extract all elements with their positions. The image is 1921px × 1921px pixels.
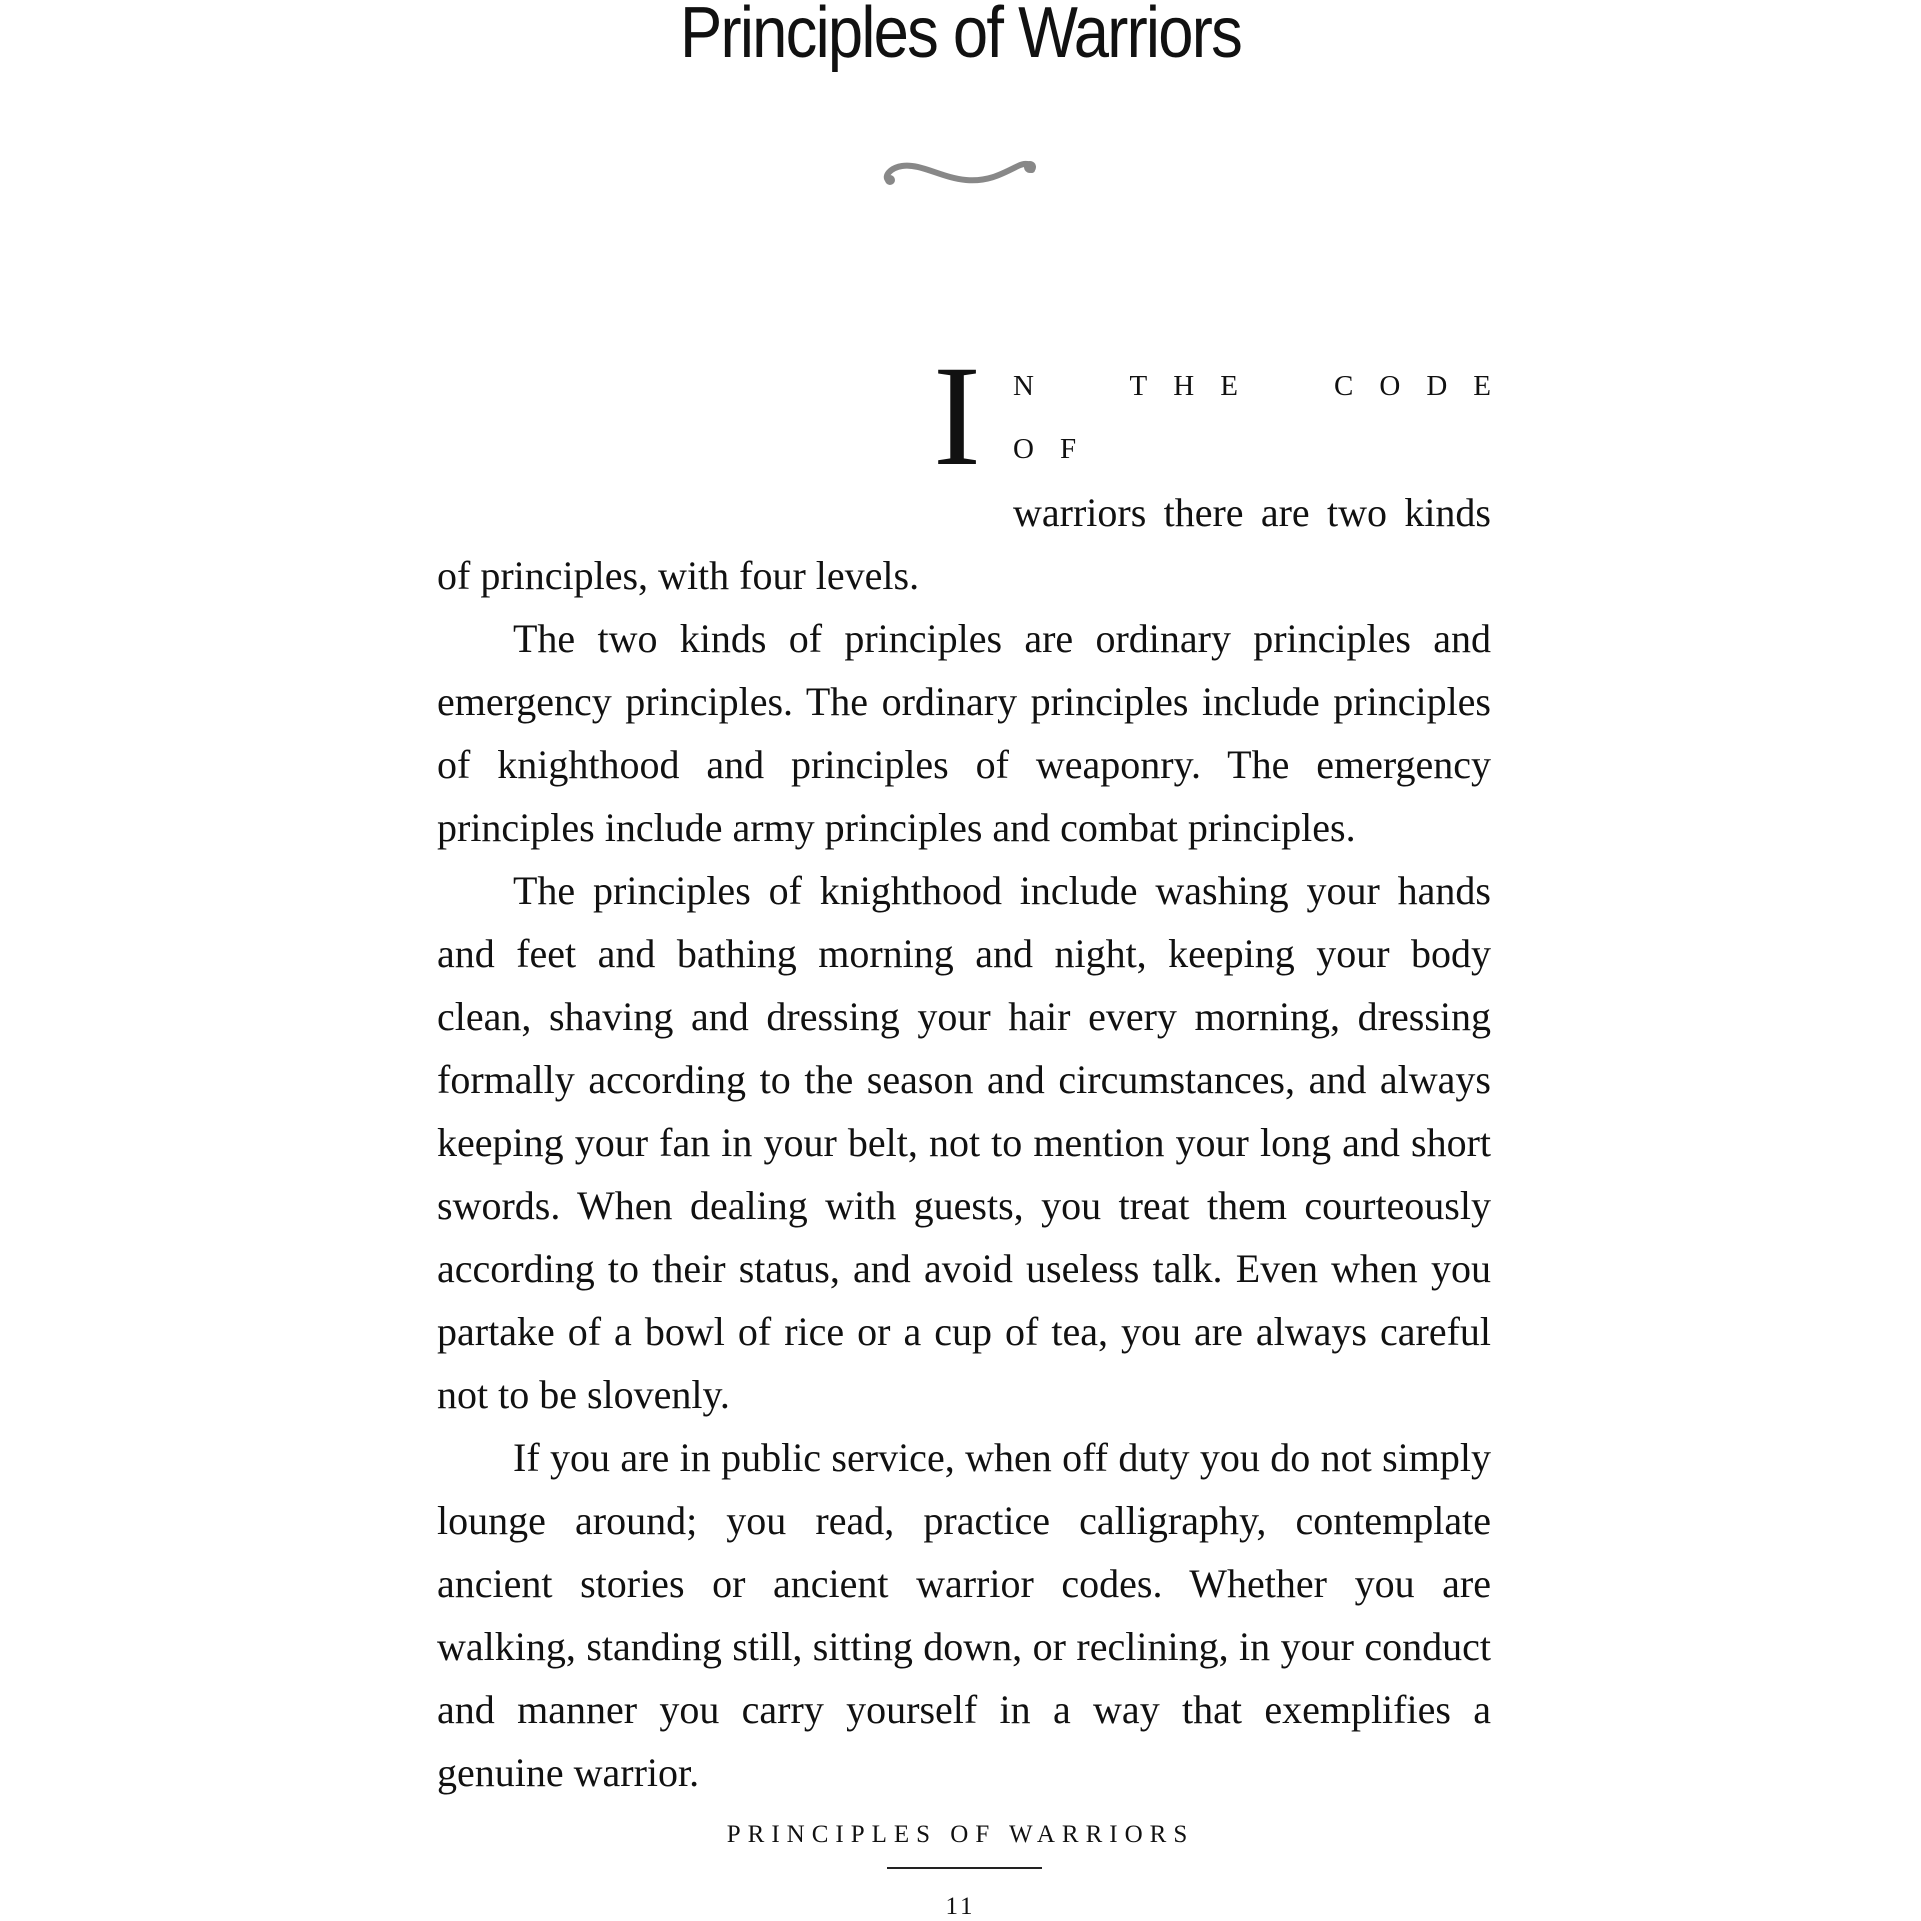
drop-cap: I	[933, 337, 981, 496]
body-text	[437, 337, 1517, 1804]
paragraph: The principles of knighthood include washing your hands and feet and bathing morning and night, keeping your body clean, shaving and dressing your hair every morning, dressing formally according to the season and circumstances, and always keeping your fan in your belt, not to mention your long and short swords. When dealing with guests, you treat them courteously according to their status, and avoid useless talk. Even when you partake of a bowl of rice or a cup of tea, you are always careful not to be slovenly.	[437, 868, 1491, 1417]
opening-paragraph	[437, 337, 1517, 607]
footer-rule	[887, 1867, 1042, 1869]
paragraph: The two kinds of principles are ordinary principles and emergency principles. The ordinary principles include principles of knighthood and principles of weaponry. The emergency principles include army principles and combat principles.	[437, 616, 1491, 850]
opening-rest: of principles, with four levels.	[437, 553, 920, 598]
opening-smallcaps: N THE CODE OF	[1013, 370, 1517, 465]
chapter-title: Principles of Warriors	[680, 0, 1241, 73]
paragraph: If you are in public service, when off duty you do not simply lounge around; you read, practice calligraphy, contemplate ancient stories or ancient warrior codes. Whether you are walking, standing still, sitting down, or reclining, in your conduct and manner you carry yourself in a way that exemplifies a genuine warrior.	[437, 1435, 1491, 1795]
page-number: 11	[945, 1893, 976, 1920]
opening-line: warriors there are two kinds	[1013, 490, 1491, 535]
running-head: PRINCIPLES OF WARRIORS	[726, 1821, 1195, 1848]
swash-ornament-icon	[880, 150, 1040, 190]
